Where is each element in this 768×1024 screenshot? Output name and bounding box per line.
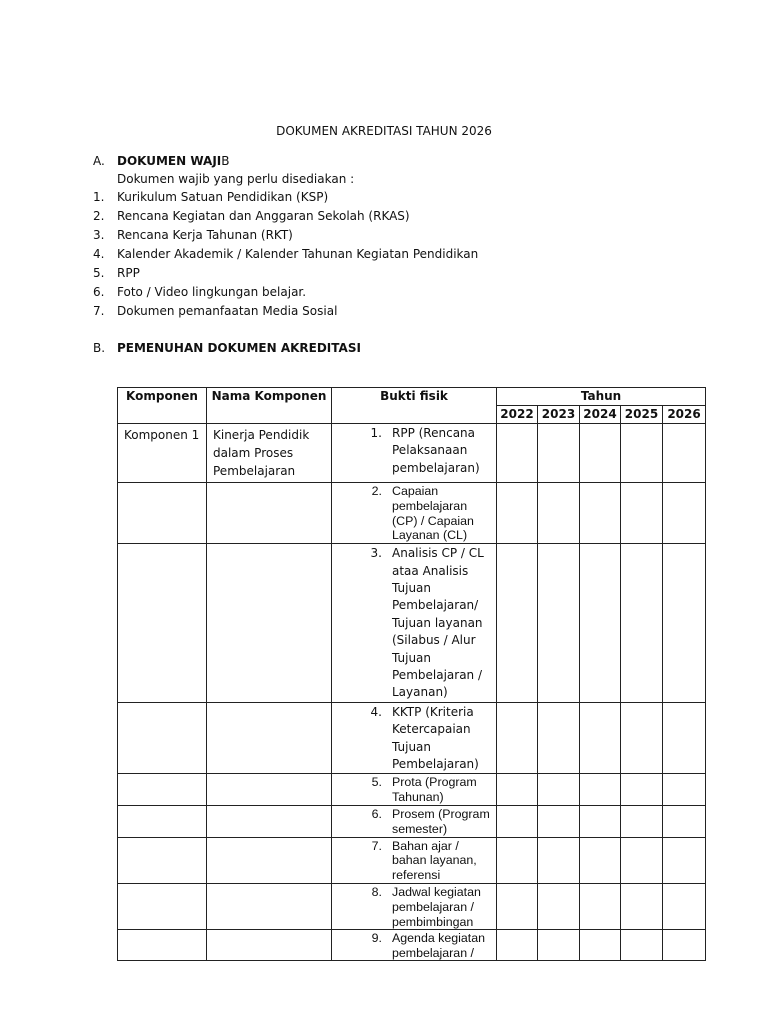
table-row bbox=[118, 884, 706, 930]
list-item-text: Rencana Kegiatan dan Anggaran Sekolah (RKAS) bbox=[117, 209, 410, 223]
komponen-cell bbox=[118, 837, 207, 883]
year-cell bbox=[580, 837, 621, 883]
list-item bbox=[93, 283, 478, 302]
list-item-number: 4. bbox=[93, 247, 105, 261]
list-item-number: 2. bbox=[93, 209, 105, 223]
year-cell bbox=[580, 483, 621, 544]
year-cell bbox=[663, 544, 706, 703]
list-item-text: Foto / Video lingkungan belajar. bbox=[117, 285, 307, 299]
bukti-cell bbox=[332, 930, 497, 961]
bukti-number: 9. bbox=[371, 931, 382, 946]
list-item-text: Dokumen pemanfaatan Media Sosial bbox=[117, 304, 338, 318]
year-cell bbox=[538, 930, 580, 961]
year-cell bbox=[663, 806, 706, 838]
list-item bbox=[93, 226, 478, 245]
bukti-text: Bahan ajar / bahan layanan, referensi bbox=[392, 838, 477, 883]
list-item bbox=[93, 188, 478, 207]
list-item-number: 6. bbox=[93, 285, 105, 299]
header-tahun: Tahun bbox=[497, 388, 706, 406]
nama-komponen-text bbox=[207, 703, 331, 707]
nama-komponen-text bbox=[207, 838, 331, 842]
komponen-text bbox=[118, 774, 206, 778]
year-cell bbox=[538, 884, 580, 930]
bukti-cell bbox=[332, 884, 497, 930]
year-cell bbox=[538, 774, 580, 806]
section-a-heading bbox=[93, 152, 230, 170]
year-cell bbox=[663, 930, 706, 961]
nama-komponen-cell bbox=[207, 544, 332, 703]
komponen-cell bbox=[118, 702, 207, 774]
nama-komponen-cell bbox=[207, 702, 332, 774]
bukti-text: Analisis CP / CL ataa Analisis Tujuan Pembelajaran/ Tujuan layanan (Silabus / Alur Tujuan Pembelajaran / Layanan) bbox=[392, 546, 484, 700]
table-header-row bbox=[118, 388, 706, 406]
nama-komponen-cell bbox=[207, 930, 332, 961]
bukti-cell bbox=[332, 424, 497, 483]
nama-komponen-text bbox=[207, 884, 331, 888]
bukti-cell bbox=[332, 774, 497, 806]
nama-komponen-text bbox=[207, 774, 331, 778]
table-row bbox=[118, 424, 706, 483]
year-cell bbox=[621, 806, 663, 838]
table-row bbox=[118, 544, 706, 703]
bukti-text: Jadwal kegiatan pembelajaran / pembimbingan bbox=[392, 885, 481, 929]
komponen-text bbox=[118, 884, 206, 888]
year-cell bbox=[497, 702, 538, 774]
year-cell bbox=[621, 483, 663, 544]
table-row bbox=[118, 702, 706, 774]
year-cell bbox=[580, 544, 621, 703]
nama-komponen-cell bbox=[207, 806, 332, 838]
year-cell bbox=[621, 930, 663, 961]
nama-komponen-cell bbox=[207, 884, 332, 930]
list-item bbox=[93, 264, 478, 283]
header-year: 2026 bbox=[663, 406, 706, 424]
bukti-cell bbox=[332, 702, 497, 774]
year-cell bbox=[663, 774, 706, 806]
year-cell bbox=[538, 544, 580, 703]
list-item-text: Rencana Kerja Tahunan (RKT) bbox=[117, 228, 293, 242]
table-row bbox=[118, 774, 706, 806]
year-cell bbox=[663, 837, 706, 883]
list-item-text: RPP bbox=[117, 266, 140, 280]
bukti-number: 8. bbox=[371, 885, 382, 900]
bukti-number: 2. bbox=[371, 484, 382, 498]
table-row bbox=[118, 483, 706, 544]
nama-komponen-cell bbox=[207, 774, 332, 806]
year-cell bbox=[497, 884, 538, 930]
year-cell bbox=[538, 483, 580, 544]
komponen-cell bbox=[118, 424, 207, 483]
bukti-cell bbox=[332, 806, 497, 838]
section-b-title: PEMENUHAN DOKUMEN AKREDITASI bbox=[117, 341, 361, 355]
komponen-text bbox=[118, 703, 206, 707]
year-cell bbox=[538, 424, 580, 483]
header-year: 2024 bbox=[580, 406, 621, 424]
bukti-text: Prota (Program Tahunan) bbox=[392, 775, 477, 805]
bukti-number: 7. bbox=[371, 838, 382, 853]
year-cell bbox=[663, 483, 706, 544]
section-b-heading bbox=[93, 339, 361, 357]
komponen-text bbox=[118, 806, 206, 810]
year-cell bbox=[580, 884, 621, 930]
header-bukti-fisik: Bukti fisik bbox=[332, 388, 497, 424]
list-item-number: 1. bbox=[93, 190, 105, 204]
year-cell bbox=[538, 806, 580, 838]
header-year: 2023 bbox=[538, 406, 580, 424]
section-a-title-tail: B bbox=[221, 154, 230, 168]
nama-komponen-text bbox=[207, 483, 331, 487]
nama-komponen-text bbox=[207, 930, 331, 934]
year-cell bbox=[580, 930, 621, 961]
year-cell bbox=[663, 702, 706, 774]
nama-komponen-cell bbox=[207, 424, 332, 483]
year-cell bbox=[663, 424, 706, 483]
bukti-number: 4. bbox=[370, 704, 382, 719]
list-item-number: 3. bbox=[93, 228, 105, 242]
bukti-text: Prosem (Program semester) bbox=[392, 807, 490, 836]
nama-komponen-text bbox=[207, 544, 331, 548]
bukti-number: 1. bbox=[370, 426, 382, 440]
year-cell bbox=[538, 837, 580, 883]
year-cell bbox=[663, 884, 706, 930]
section-b-letter: B. bbox=[93, 341, 106, 355]
year-cell bbox=[497, 930, 538, 961]
list-item-text: Kalender Akademik / Kalender Tahunan Kegiatan Pendidikan bbox=[117, 247, 479, 261]
header-komponen: Komponen bbox=[118, 388, 207, 424]
nama-komponen-cell bbox=[207, 483, 332, 544]
list-item-number: 7. bbox=[93, 304, 105, 318]
year-cell bbox=[497, 837, 538, 883]
section-a-intro: Dokumen wajib yang perlu disediakan : bbox=[117, 172, 355, 186]
list-item-text: Kurikulum Satuan Pendidikan (KSP) bbox=[117, 190, 329, 204]
komponen-text: Komponen 1 bbox=[124, 428, 200, 442]
bukti-cell bbox=[332, 483, 497, 544]
nama-komponen-text: Kinerja Pendidik dalam Proses Pembelajaran bbox=[213, 428, 310, 478]
bukti-text: KKTP (Kriteria Ketercapaian Tujuan Pembelajaran) bbox=[392, 704, 479, 772]
year-cell bbox=[580, 424, 621, 483]
page-title: DOKUMEN AKREDITASI TAHUN 2026 bbox=[276, 124, 492, 138]
bukti-cell bbox=[332, 544, 497, 703]
komponen-text bbox=[118, 544, 206, 548]
table-row bbox=[118, 806, 706, 838]
list-item bbox=[93, 245, 478, 264]
table-row bbox=[118, 837, 706, 883]
year-cell bbox=[580, 702, 621, 774]
bukti-text: Agenda kegiatan pembelajaran / bbox=[392, 931, 486, 961]
bukti-text: RPP (Rencana Pelaksanaan pembelajaran) bbox=[392, 426, 480, 475]
list-item bbox=[93, 302, 478, 321]
year-cell bbox=[580, 774, 621, 806]
list-item-number: 5. bbox=[93, 266, 105, 280]
komponen-cell bbox=[118, 774, 207, 806]
bukti-text: Capaian pembelajaran (CP) / Capaian Layanan (CL) bbox=[392, 484, 474, 543]
year-cell bbox=[497, 483, 538, 544]
table-row bbox=[118, 930, 706, 961]
year-cell bbox=[621, 702, 663, 774]
year-cell bbox=[497, 544, 538, 703]
komponen-cell bbox=[118, 544, 207, 703]
nama-komponen-cell bbox=[207, 837, 332, 883]
year-cell bbox=[621, 774, 663, 806]
year-cell bbox=[497, 424, 538, 483]
bukti-number: 3. bbox=[370, 546, 382, 561]
list-item bbox=[93, 207, 478, 226]
komponen-cell bbox=[118, 806, 207, 838]
accreditation-table bbox=[117, 387, 706, 961]
year-cell bbox=[497, 806, 538, 838]
komponen-cell bbox=[118, 930, 207, 961]
year-cell bbox=[621, 544, 663, 703]
bukti-cell bbox=[332, 837, 497, 883]
year-cell bbox=[580, 806, 621, 838]
komponen-cell bbox=[118, 884, 207, 930]
section-a-title: DOKUMEN WAJI bbox=[117, 154, 222, 168]
header-year: 2022 bbox=[497, 406, 538, 424]
year-cell bbox=[621, 884, 663, 930]
bukti-number: 5. bbox=[371, 775, 382, 790]
komponen-text bbox=[118, 483, 206, 487]
komponen-cell bbox=[118, 483, 207, 544]
section-a-letter: A. bbox=[93, 154, 105, 168]
year-cell bbox=[621, 837, 663, 883]
komponen-text bbox=[118, 838, 206, 842]
nama-komponen-text bbox=[207, 806, 331, 810]
header-year: 2025 bbox=[621, 406, 663, 424]
bukti-number: 6. bbox=[371, 807, 382, 822]
required-documents-list bbox=[93, 188, 478, 321]
year-cell bbox=[538, 702, 580, 774]
komponen-text bbox=[118, 930, 206, 934]
year-cell bbox=[621, 424, 663, 483]
year-cell bbox=[497, 774, 538, 806]
header-nama-komponen: Nama Komponen bbox=[207, 388, 332, 424]
